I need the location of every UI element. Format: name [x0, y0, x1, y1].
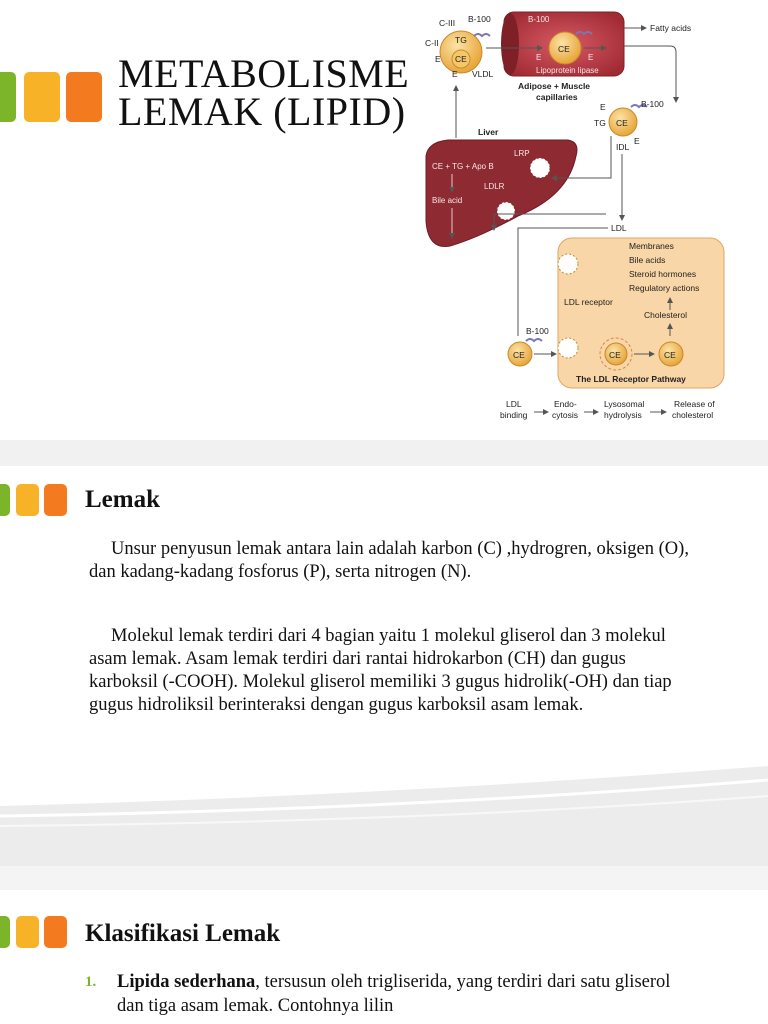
lemak-heading: Lemak	[85, 486, 160, 513]
yellow-accent-square	[16, 484, 39, 516]
klasifikasi-list	[85, 970, 685, 1018]
cholesterol-label: Cholesterol	[644, 310, 687, 320]
ldlr-label: LDLR	[484, 182, 505, 191]
ce-ldl-label: CE	[513, 350, 525, 360]
decorative-swoosh	[0, 766, 768, 866]
bile-acid-label: Bile acid	[432, 196, 463, 205]
lipoprotein-lipase-label: Lipoprotein lipase	[536, 66, 599, 75]
idl-label: IDL	[616, 142, 630, 152]
vldl-label: VLDL	[472, 69, 494, 79]
bile-acids-label: Bile acids	[629, 255, 666, 265]
e-idl-label-1: E	[600, 102, 606, 112]
step2-line1: Endo-	[554, 399, 577, 409]
e-idl-label-2: E	[634, 136, 640, 146]
tg-label: TG	[455, 35, 467, 45]
green-accent-square	[0, 484, 10, 516]
steroid-hormones-label: Steroid hormones	[629, 269, 697, 279]
b100-idl-label: B-100	[641, 99, 664, 109]
list-item-text: , tersusun oleh trigliserida, yang terdiri dari satu gliserol dan tiga asam lemak. Contohnya lilin	[117, 972, 671, 1016]
b100-vldl-label: B-100	[468, 14, 491, 24]
liver-shape	[426, 127, 577, 246]
idl-particle	[594, 99, 664, 152]
capillary-vessel	[486, 12, 624, 76]
green-accent-square	[0, 916, 10, 948]
pathway-title: The LDL Receptor Pathway	[576, 374, 686, 384]
step3-line1: Lysosomal	[604, 399, 645, 409]
ce-cap-label: CE	[558, 44, 570, 54]
fatty-acids-label: Fatty acids	[650, 23, 692, 33]
step1-line1: LDL	[506, 399, 522, 409]
slide-klasifikasi	[0, 890, 768, 1024]
ldl-receptor-cell	[558, 238, 724, 388]
lrp-label: LRP	[514, 149, 530, 158]
ldl-receptor-label: LDL receptor	[564, 297, 613, 307]
ce-endo-label: CE	[609, 350, 621, 360]
membranes-label: Membranes	[629, 241, 674, 251]
step4-line1: Release of	[674, 399, 715, 409]
e-label-b: E	[452, 69, 458, 79]
capillary-to-idl-arrow	[624, 46, 676, 102]
lemak-paragraph-1: Unsur penyusun lemak antara lain adalah karbon (C) ,hydrogren, oksigen (O), dan kadang-kadang fosforus (P), serta nitrogen (N).	[89, 539, 689, 582]
slide-separator	[0, 440, 768, 466]
b100-cap-label: B-100	[528, 15, 550, 24]
ce-idl-label: CE	[616, 118, 628, 128]
step4-line2: cholesterol	[672, 410, 714, 420]
step1-line2: binding	[500, 410, 528, 420]
yellow-accent-square	[16, 916, 39, 948]
e-cap-label-1: E	[536, 53, 542, 62]
green-accent-square	[0, 72, 16, 122]
slide-lemak	[0, 466, 768, 866]
yellow-accent-square	[24, 72, 60, 122]
klasifikasi-heading: Klasifikasi Lemak	[85, 920, 281, 947]
orange-accent-square	[44, 916, 67, 948]
list-item	[85, 970, 685, 1018]
e-label-a: E	[435, 54, 441, 64]
list-item-number: 1.	[85, 974, 97, 990]
list-item-term: Lipida sederhana	[117, 972, 256, 992]
title-line-2: LEMAK (LIPID)	[118, 89, 406, 134]
c3-label: C-III	[439, 18, 456, 28]
lemak-paragraph-2: Molekul lemak terdiri dari 4 bagian yaitu 1 molekul gliserol dan 3 molekul asam lemak. Asam lemak terdiri dari rantai hidrokarbon (CH) dan gugus karboksil (-COOH). Molekul gliserol memiliki 3 gugus hidrolik(-OH) dan tiap gugus hidroliksil berinteraksi dengan gugus karboksil asam lemak.	[89, 626, 672, 715]
ce-lyso-label: CE	[664, 350, 676, 360]
liver-content-label: CE + TG + Apo B	[432, 162, 494, 171]
slide-separator	[0, 866, 768, 890]
b100-ldl-label: B-100	[526, 326, 549, 336]
title-line-1: METABOLISME	[118, 51, 410, 96]
c2-label: C-II	[425, 38, 439, 48]
adipose-label-line2: capillaries	[536, 92, 578, 102]
regulatory-actions-label: Regulatory actions	[629, 283, 700, 293]
ce-vldl-label: CE	[455, 54, 467, 64]
slide-title-heading	[118, 51, 410, 134]
lipoprotein-metabolism-diagram	[418, 6, 730, 426]
orange-accent-square	[66, 72, 102, 122]
ldl-label: LDL	[611, 223, 627, 233]
step3-line2: hydrolysis	[604, 410, 642, 420]
adipose-label-line1: Adipose + Muscle	[518, 81, 591, 91]
tg-idl-label: TG	[594, 118, 606, 128]
step2-line2: cytosis	[552, 410, 578, 420]
vldl-particle	[425, 14, 494, 79]
e-cap-label-2: E	[588, 53, 594, 62]
liver-label: Liver	[478, 127, 499, 137]
orange-accent-square	[44, 484, 67, 516]
slide-title	[0, 0, 768, 440]
